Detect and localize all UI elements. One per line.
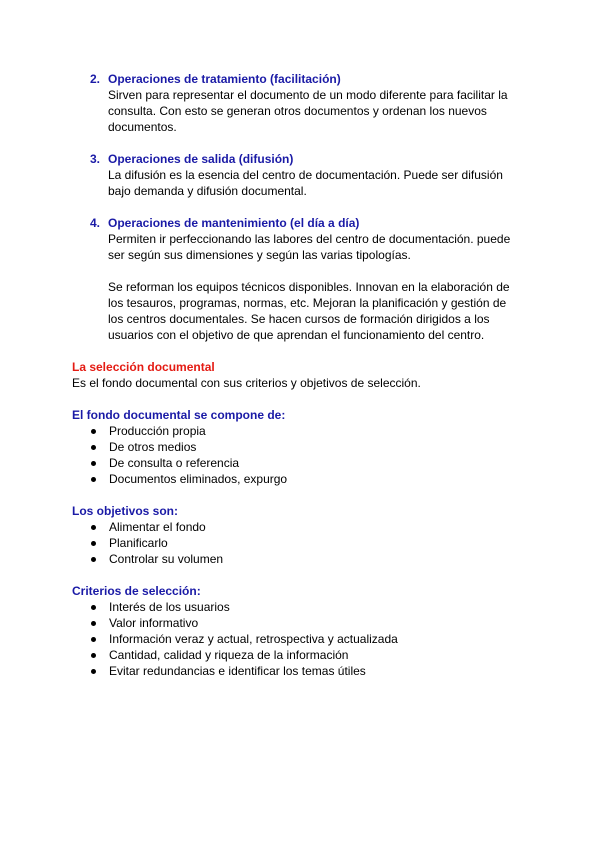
list-item: Interés de los usuarios (72, 599, 542, 615)
section-heading: El fondo documental se compone de: (72, 408, 286, 422)
operation-heading (90, 71, 530, 87)
list-item: Información veraz y actual, retrospectiva y actualizada (72, 631, 542, 647)
operation-title: Operaciones de tratamiento (facilitación) (108, 72, 341, 86)
bullet-icon (91, 557, 96, 562)
bullet-icon (91, 653, 96, 658)
operation-description (108, 231, 530, 263)
list-item: Cantidad, calidad y riqueza de la información (72, 647, 542, 663)
list-item: Valor informativo (72, 615, 542, 631)
bullet-icon (91, 669, 96, 674)
list-item: Planificarlo (72, 535, 542, 551)
operation-title: Operaciones de mantenimiento (el día a día) (108, 216, 360, 230)
section-heading: Los objetivos son: (72, 504, 179, 518)
bullet-icon (91, 477, 96, 482)
bullet-icon (91, 461, 96, 466)
bullet-icon (91, 525, 96, 530)
list-item: Documentos eliminados, expurgo (72, 471, 542, 487)
list-item: Evitar redundancias e identificar los temas útiles (72, 663, 542, 679)
bullet-icon (91, 605, 96, 610)
text-line: consulta. Con esto se generan otros documentos y ordenan los nuevos (108, 104, 487, 118)
list-item: De otros medios (72, 439, 542, 455)
list-item: Controlar su volumen (72, 551, 542, 567)
text-line: bajo demanda y difusión documental. (108, 184, 307, 198)
text-line: Permiten ir perfeccionando las labores del centro de documentación. puede (108, 232, 511, 246)
bullet-icon (91, 621, 96, 626)
text-line: usuarios con el objetivo de que aprendan el funcionamiento del centro. (108, 328, 485, 342)
operation-title: Operaciones de salida (difusión) (108, 152, 294, 166)
operation-description (108, 87, 530, 135)
bullet-icon (91, 429, 96, 434)
operation-item-3 (90, 151, 530, 199)
bullet-icon (91, 637, 96, 642)
operation-number: 3. (90, 152, 101, 166)
seleccion-section (72, 359, 542, 391)
operation-extra-paragraph (108, 279, 530, 343)
text-line: Se reforman los equipos técnicos disponibles. Innovan en la elaboración de (108, 280, 510, 294)
text-line: ser según sus dimensiones y según las varias tipologías. (108, 248, 411, 262)
operation-number: 2. (90, 72, 101, 86)
list-item: Producción propia (72, 423, 542, 439)
operation-item-4 (90, 215, 530, 343)
fondo-section (72, 407, 542, 487)
operation-heading (90, 151, 530, 167)
list-item: De consulta o referencia (72, 455, 542, 471)
criterios-section (72, 583, 542, 679)
text-line: los centros documentales. Se hacen cursos de formación dirigidos a los (108, 312, 490, 326)
bullet-list (72, 599, 542, 679)
text-line: documentos. (108, 120, 177, 134)
objetivos-section (72, 503, 542, 567)
bullet-icon (91, 541, 96, 546)
text-line: La difusión es la esencia del centro de documentación. Puede ser difusión (108, 168, 503, 182)
text-line: los tesauros, programas, normas, etc. Mejoran la planificación y gestión de (108, 296, 507, 310)
operation-heading (90, 215, 530, 231)
bullet-list (72, 423, 542, 487)
section-heading: La selección documental (72, 360, 215, 374)
bullet-list (72, 519, 542, 567)
list-item: Alimentar el fondo (72, 519, 542, 535)
text-line: Sirven para representar el documento de un modo diferente para facilitar la (108, 88, 508, 102)
bullet-icon (91, 445, 96, 450)
operation-number: 4. (90, 216, 101, 230)
section-heading: Criterios de selección: (72, 584, 201, 598)
operation-description (108, 167, 530, 199)
operation-item-2 (90, 71, 530, 135)
section-text: Es el fondo documental con sus criterios y objetivos de selección. (72, 376, 421, 390)
